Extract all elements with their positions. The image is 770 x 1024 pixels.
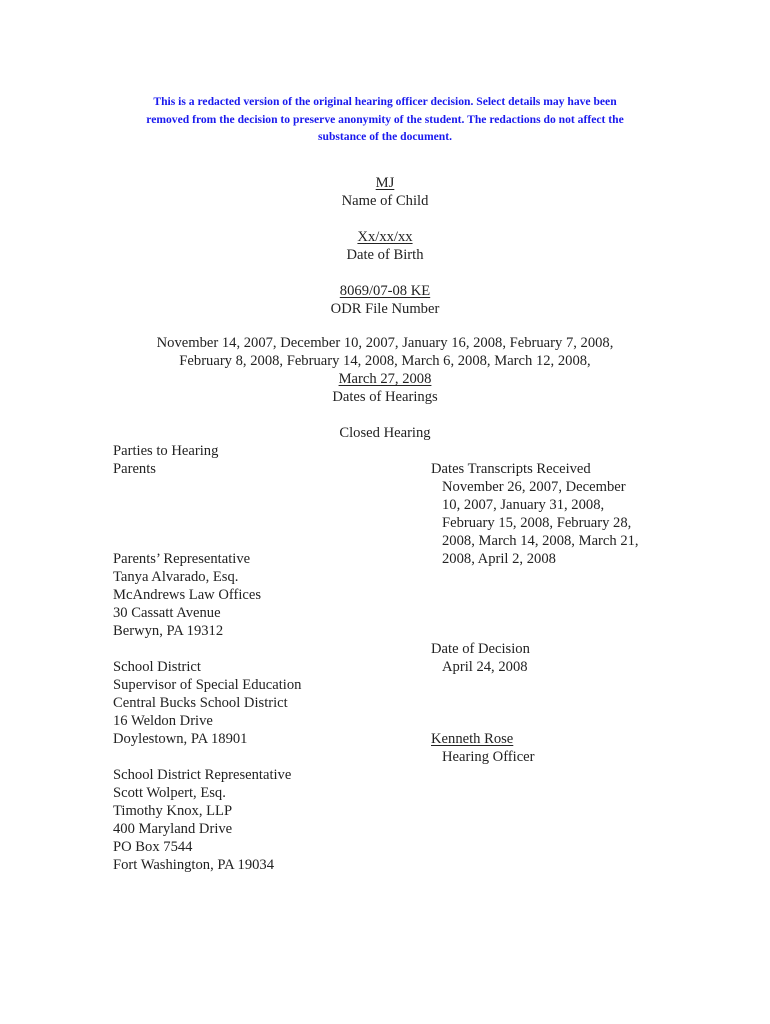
transcripts-line: November 26, 2007, December bbox=[442, 479, 626, 495]
parties-column bbox=[113, 442, 301, 874]
district-label: School District bbox=[113, 659, 201, 675]
child-name-label: Name of Child bbox=[341, 193, 429, 209]
district-title: Supervisor of Special Education bbox=[113, 677, 302, 693]
district-rep-label: School District Representative bbox=[113, 767, 292, 783]
odr-file-number: 8069/07-08 KE bbox=[339, 283, 431, 299]
birth-date-block bbox=[100, 228, 670, 264]
transcripts-line: 10, 2007, January 31, 2008, bbox=[442, 497, 605, 513]
hearing-dates-block bbox=[100, 334, 670, 442]
birth-date: Xx/xx/xx bbox=[357, 229, 413, 245]
district-street: 16 Weldon Drive bbox=[113, 713, 213, 729]
parents-rep-name: Tanya Alvarado, Esq. bbox=[113, 569, 239, 585]
decision-date: April 24, 2008 bbox=[442, 659, 528, 675]
details-column bbox=[431, 460, 639, 766]
district-rep-firm: Timothy Knox, LLP bbox=[113, 803, 233, 819]
hearing-officer-name: Kenneth Rose bbox=[431, 731, 514, 747]
district-city: Doylestown, PA 18901 bbox=[113, 731, 248, 747]
child-name: MJ bbox=[375, 175, 395, 191]
odr-file-label: ODR File Number bbox=[330, 301, 440, 317]
decision-label: Date of Decision bbox=[431, 641, 530, 657]
hearing-officer-title: Hearing Officer bbox=[442, 749, 535, 765]
district-rep-name: Scott Wolpert, Esq. bbox=[113, 785, 226, 801]
hearing-dates-line: November 14, 2007, December 10, 2007, January 16, 2008, February 7, 2008, bbox=[156, 335, 614, 351]
hearing-dates-line: February 8, 2008, February 14, 2008, March 6, 2008, March 12, 2008, bbox=[179, 353, 591, 369]
child-name-block bbox=[100, 174, 670, 210]
hearing-type: Closed Hearing bbox=[339, 425, 431, 441]
birth-date-label: Date of Birth bbox=[346, 247, 424, 263]
hearing-dates-label: Dates of Hearings bbox=[332, 389, 438, 405]
district-rep-street: 400 Maryland Drive bbox=[113, 821, 233, 837]
notice-line: This is a redacted version of the original hearing officer decision. Select details may have been bbox=[153, 95, 617, 108]
district-name: Central Bucks School District bbox=[113, 695, 288, 711]
parties-heading: Parties to Hearing bbox=[113, 443, 219, 459]
parents-rep-firm: McAndrews Law Offices bbox=[113, 587, 262, 603]
transcripts-line: 2008, March 14, 2008, March 21, bbox=[442, 533, 639, 549]
parents-rep-street: 30 Cassatt Avenue bbox=[113, 605, 221, 621]
redaction-notice bbox=[110, 93, 660, 146]
parents-label: Parents bbox=[113, 461, 156, 477]
district-rep-city: Fort Washington, PA 19034 bbox=[113, 857, 275, 873]
parents-rep-label: Parents’ Representative bbox=[113, 551, 251, 567]
notice-line: substance of the document. bbox=[318, 130, 452, 143]
hearing-dates-line: March 27, 2008 bbox=[338, 371, 432, 387]
odr-file-block bbox=[100, 282, 670, 318]
transcripts-label: Dates Transcripts Received bbox=[431, 461, 591, 477]
district-rep-po-box: PO Box 7544 bbox=[113, 839, 193, 855]
notice-line: removed from the decision to preserve anonymity of the student. The redactions do not affect the bbox=[146, 112, 624, 126]
transcripts-line: 2008, April 2, 2008 bbox=[442, 551, 556, 567]
transcripts-line: February 15, 2008, February 28, bbox=[442, 515, 632, 531]
parents-rep-city: Berwyn, PA 19312 bbox=[113, 623, 224, 639]
